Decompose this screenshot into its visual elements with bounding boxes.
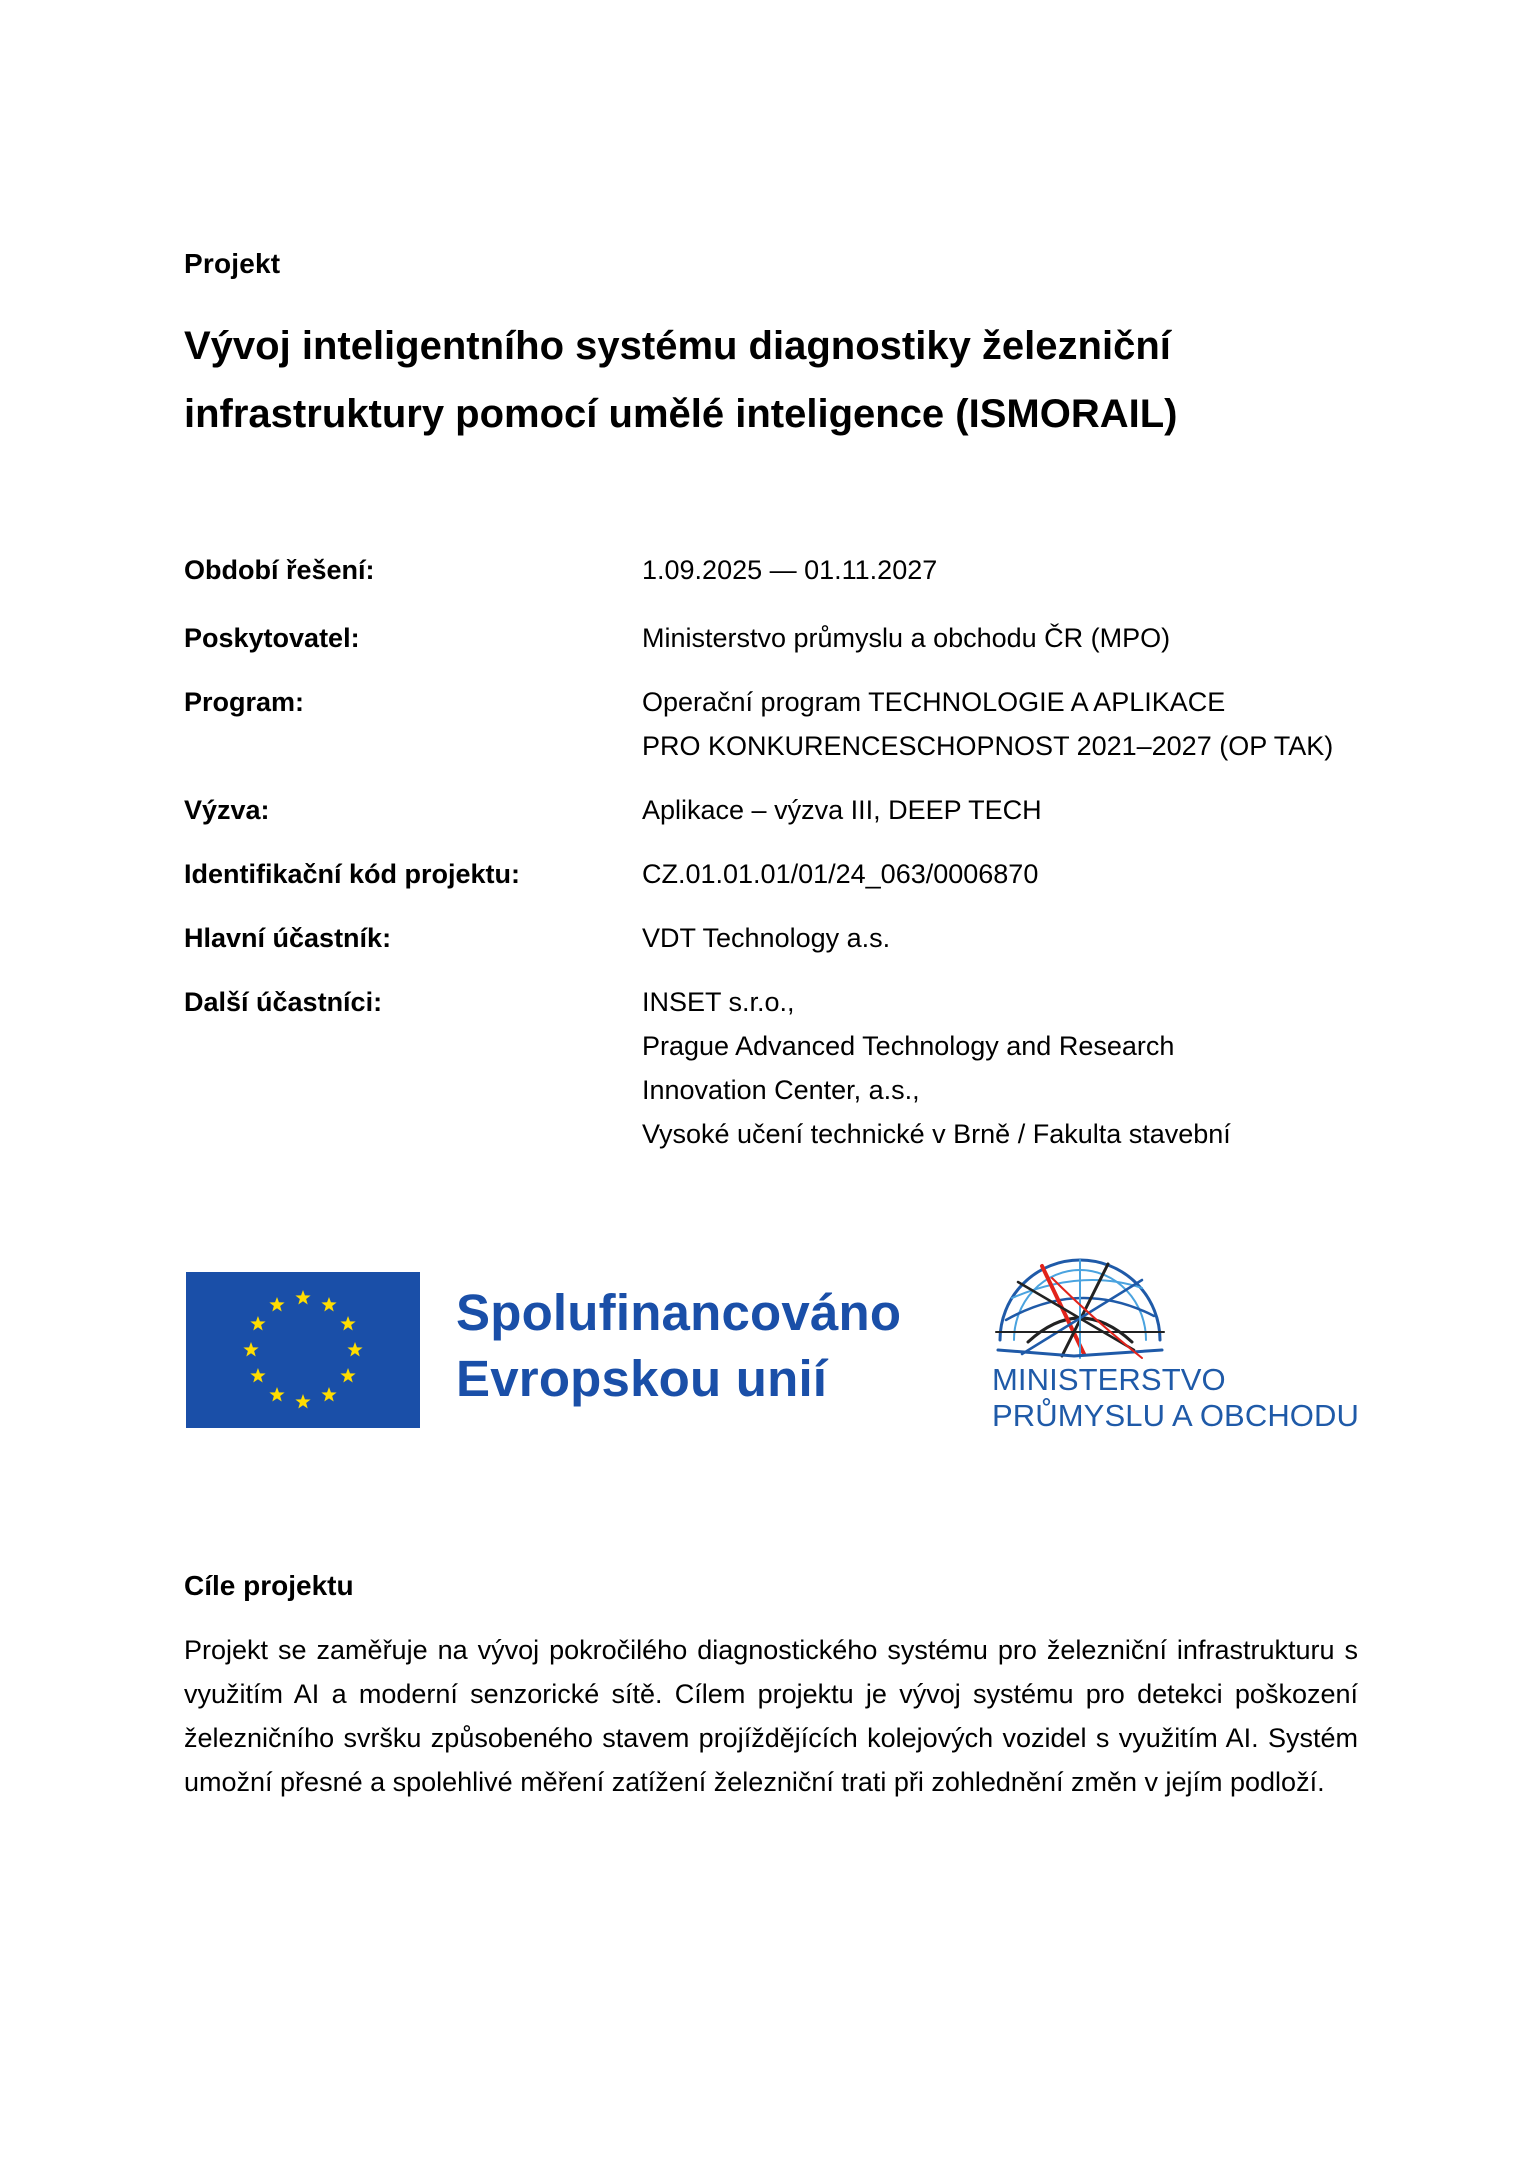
info-value-line: PRO KONKURENCESCHOPNOST 2021–2027 (OP TAK): [642, 731, 1334, 761]
info-value-program: [642, 680, 1364, 768]
info-value-provider: [642, 616, 1364, 660]
info-value-line: Aplikace – výzva III, DEEP TECH: [642, 795, 1042, 825]
info-label-main-participant: Hlavní účastník:: [184, 923, 392, 953]
eu-text-line: Evropskou unií: [456, 1350, 828, 1407]
info-value-call: [642, 788, 1364, 832]
page-title: Vývoj inteligentního systému diagnostiky železniční infrastruktury pomocí umělé inteligence (ISMORAIL): [184, 324, 1178, 436]
info-label-call: Výzva:: [184, 795, 270, 825]
info-value-period: [642, 548, 1364, 592]
info-label-provider: Poskytovatel:: [184, 623, 360, 653]
info-label-project-code: Identifikační kód projektu:: [184, 859, 521, 889]
info-value-line: Operační program TECHNOLOGIE A APLIKACE: [642, 687, 1226, 717]
info-row-call: [184, 788, 1364, 852]
info-value-line: Prague Advanced Technology and Research: [642, 1031, 1175, 1061]
info-row-period: [184, 548, 1364, 616]
funding-logos: [184, 1258, 1364, 1438]
info-value-line: 1.09.2025 — 01.11.2027: [642, 555, 938, 585]
mpo-text: [992, 1362, 1359, 1434]
info-value-line: CZ.01.01.01/01/24_063/0006870: [642, 859, 1039, 889]
goals-paragraph: Projekt se zaměřuje na vývoj pokročilého diagnostického systému pro železniční infrastrukturu s využitím AI a moderní senzorické sítě. Cílem projektu je vývoj systému pro detekci poškození železničního svršku způsobeného stavem projíždějících kolejových vozidel s využitím AI. Systém umožní přesné a spolehlivé měření zatížení železniční trati při zohlednění změn v jejím podloží.: [184, 1635, 1358, 1797]
info-value-line: VDT Technology a.s.: [642, 923, 891, 953]
info-value-line: Ministerstvo průmyslu a obchodu ČR (MPO): [642, 623, 1171, 653]
project-kicker: Projekt: [184, 248, 281, 279]
info-label-other-participants: Další účastníci:: [184, 987, 383, 1017]
info-row-program: [184, 680, 1364, 788]
info-value-line: Innovation Center, a.s.,: [642, 1075, 920, 1105]
info-row-other-participants: [184, 980, 1364, 1156]
project-info-table: [184, 548, 1364, 1156]
info-label-period: Období řešení:: [184, 555, 375, 585]
info-label-program: Program:: [184, 687, 305, 717]
globe-icon: [992, 1258, 1168, 1362]
mpo-text-line: PRŮMYSLU A OBCHODU: [992, 1398, 1359, 1433]
eu-text-line: Spolufinancováno: [456, 1284, 902, 1341]
goals-heading: Cíle projektu: [184, 1570, 354, 1601]
mpo-text-line: MINISTERSTVO: [992, 1362, 1226, 1397]
info-value-line: Vysoké učení technické v Brně / Fakulta stavební: [642, 1119, 1231, 1149]
info-value-other-participants: [642, 980, 1364, 1156]
eu-cofunded-text: [456, 1280, 901, 1412]
info-value-main-participant: [642, 916, 1364, 960]
mpo-logo: [992, 1258, 1364, 1438]
info-row-main-participant: [184, 916, 1364, 980]
eu-flag-icon: [186, 1272, 420, 1428]
info-row-provider: [184, 616, 1364, 680]
info-row-project-code: [184, 852, 1364, 916]
info-value-line: INSET s.r.o.,: [642, 987, 795, 1017]
info-value-project-code: [642, 852, 1364, 896]
